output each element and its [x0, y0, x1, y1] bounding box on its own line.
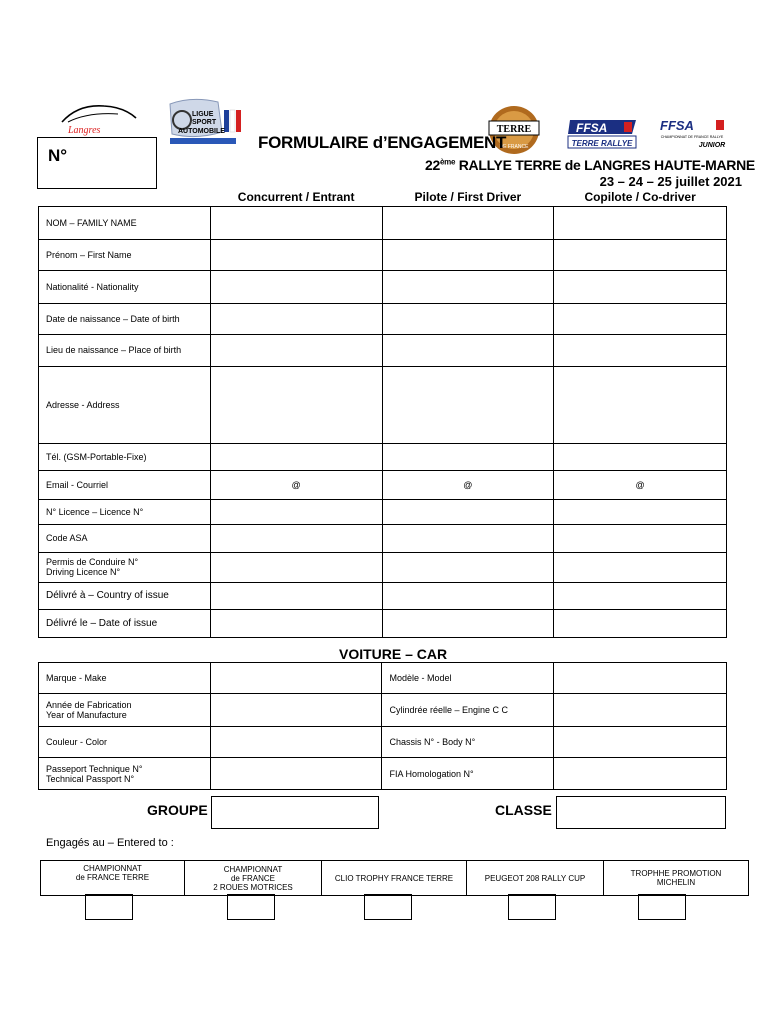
row-label-name: NOM – FAMILY NAME: [39, 206, 211, 239]
ffsa-junior-brand: FFSA: [660, 118, 694, 133]
row-label-licence: N° Licence – Licence N°: [39, 499, 211, 524]
classe-field[interactable]: [556, 796, 726, 829]
car-year-field[interactable]: [210, 694, 382, 727]
table-row: [39, 270, 727, 303]
championship-terre-l1: CHAMPIONNAT: [83, 864, 142, 873]
row-label-firstname: Prénom – First Name: [39, 239, 211, 270]
table-row: [39, 694, 727, 727]
codriver-driving-licence-field[interactable]: [554, 552, 727, 582]
table-row: [39, 334, 727, 366]
championship-option-michelin: [604, 861, 749, 896]
checkbox-michelin[interactable]: [638, 894, 686, 920]
ffsa-junior-line: CHAMPIONNAT DE FRANCE RALLYE: [660, 135, 724, 139]
table-row: [39, 206, 727, 239]
row-label-address: Adresse - Address: [39, 366, 211, 443]
table-header-row: [39, 188, 727, 206]
ligue-text-1: LIGUE: [192, 111, 214, 118]
table-row: [39, 727, 727, 758]
codriver-birthdate-field[interactable]: [554, 303, 727, 334]
table-row: [39, 366, 727, 443]
car-label-make: Marque - Make: [39, 663, 211, 694]
ffsa-terre-rallye-logo: [566, 116, 640, 150]
row-label-issue-date: Délivré le – Date of issue: [39, 609, 211, 637]
row-label-driving-licence-2: Driving Licence N°: [46, 567, 121, 577]
car-label-chassis: Chassis N° - Body N°: [382, 727, 554, 758]
championship-option-clio: CLIO TROPHY FRANCE TERRE: [322, 861, 467, 896]
car-make-field[interactable]: [210, 663, 382, 694]
table-row: [39, 609, 727, 637]
ligue-sport-automobile-logo: [162, 96, 244, 148]
driver-firstname-field[interactable]: [382, 239, 554, 270]
groupe-label: GROUPE: [147, 802, 208, 818]
codriver-issue-date-field[interactable]: [554, 609, 727, 637]
entry-number-label: N°: [48, 146, 68, 165]
championship-michelin-l1: TROPHHE PROMOTION: [630, 869, 722, 878]
entrant-birthdate-field[interactable]: [210, 303, 382, 334]
car-section-title: VOITURE – CAR: [339, 646, 448, 662]
driver-issue-country-field[interactable]: [382, 582, 554, 609]
terre-logo-text: TERRE: [496, 124, 532, 135]
column-header-codriver: Copilote / Co-driver: [554, 188, 727, 206]
column-header-driver: Pilote / First Driver: [382, 188, 554, 206]
entrant-phone-field[interactable]: [210, 443, 382, 470]
championship-options: [40, 860, 749, 896]
car-label-year: [39, 694, 211, 727]
driver-birthplace-field[interactable]: [382, 334, 554, 366]
car-label-homologation: FIA Homologation N°: [382, 758, 554, 790]
championship-option-terre: [41, 861, 185, 896]
table-row: [39, 470, 727, 499]
codriver-email-field[interactable]: @: [554, 470, 727, 499]
entered-to-label: Engagés au – Entered to :: [46, 837, 174, 849]
terre-logo-sub: DE FRANCE: [499, 144, 529, 150]
driver-email-field[interactable]: @: [382, 470, 554, 499]
ligue-text-3: AUTOMOBILE: [178, 128, 225, 135]
rally-title: [425, 157, 755, 173]
checkbox-terre[interactable]: [85, 894, 133, 920]
codriver-issue-country-field[interactable]: [554, 582, 727, 609]
langres-logo: [58, 100, 142, 136]
ffsa-rallye-text: TERRE RALLYE: [571, 139, 633, 148]
driver-name-field[interactable]: [382, 206, 554, 239]
langres-logo-text: Langres: [68, 125, 101, 136]
codriver-name-field[interactable]: [554, 206, 727, 239]
entrant-firstname-field[interactable]: [210, 239, 382, 270]
car-model-field[interactable]: [554, 663, 727, 694]
car-label-engine: Cylindrée réelle – Engine C C: [382, 694, 554, 727]
checkbox-clio[interactable]: [364, 894, 412, 920]
checkbox-peugeot[interactable]: [508, 894, 556, 920]
form-title: FORMULAIRE d’ENGAGEMENT: [258, 133, 507, 152]
row-label-driving-licence-1: Permis de Conduire N°: [46, 557, 139, 567]
table-row: [39, 758, 727, 790]
ffsa-junior-text: JUNIOR: [698, 142, 726, 149]
entrant-name-field[interactable]: [210, 206, 382, 239]
car-color-field[interactable]: [210, 727, 382, 758]
codriver-address-field[interactable]: [554, 366, 727, 443]
row-label-email: Email - Courriel: [39, 470, 211, 499]
entrant-issue-country-field[interactable]: [210, 582, 382, 609]
row-label-birthplace: Lieu de naissance – Place of birth: [39, 334, 211, 366]
entrants-table: [38, 188, 727, 638]
championship-2rm-l1: CHAMPIONNAT: [223, 864, 283, 874]
driver-nationality-field[interactable]: [382, 270, 554, 303]
table-row: [39, 443, 727, 470]
driver-birthdate-field[interactable]: [382, 303, 554, 334]
driver-address-field[interactable]: [382, 366, 554, 443]
entrant-asa-field[interactable]: [210, 524, 382, 552]
car-label-passport: [39, 758, 211, 790]
championship-2rm-l3: 2 ROUES MOTRICES: [213, 882, 293, 892]
groupe-field[interactable]: [211, 796, 379, 829]
championship-2rm-l2: de FRANCE: [230, 873, 275, 883]
car-table: [38, 662, 727, 790]
car-passport-field[interactable]: [210, 758, 382, 790]
car-label-color: Couleur - Color: [39, 727, 211, 758]
car-label-model: Modèle - Model: [382, 663, 554, 694]
rally-dates: 23 – 24 – 25 juillet 2021: [599, 174, 742, 189]
table-row: [39, 552, 727, 582]
ffsa-text: FFSA: [576, 121, 608, 135]
ffsa-junior-logo: [650, 116, 734, 150]
entrant-email-field[interactable]: @: [210, 470, 382, 499]
table-row: [39, 663, 727, 694]
driver-phone-field[interactable]: [382, 443, 554, 470]
entry-number-box[interactable]: [37, 137, 157, 189]
championship-terre-l2: de FRANCE TERRE: [75, 873, 150, 882]
championship-option-2rm: [185, 861, 322, 896]
entrant-issue-date-field[interactable]: [210, 609, 382, 637]
driver-issue-date-field[interactable]: [382, 609, 554, 637]
row-label-nationality: Nationalité - Nationality: [39, 270, 211, 303]
entrant-address-field[interactable]: [210, 366, 382, 443]
car-engine-field[interactable]: [554, 694, 727, 727]
championship-michelin-l2: MICHELIN: [656, 878, 696, 887]
table-row: [39, 239, 727, 270]
car-label-passport-1: Passeport Technique N°: [46, 763, 143, 774]
codriver-licence-field[interactable]: [554, 499, 727, 524]
row-label-phone: Tél. (GSM-Portable-Fixe): [39, 443, 211, 470]
table-row: [39, 303, 727, 334]
car-chassis-field[interactable]: [554, 727, 727, 758]
table-header-empty: [39, 188, 211, 206]
driver-driving-licence-field[interactable]: [382, 552, 554, 582]
checkbox-2rm[interactable]: [227, 894, 275, 920]
entrant-birthplace-field[interactable]: [210, 334, 382, 366]
codriver-asa-field[interactable]: [554, 524, 727, 552]
codriver-firstname-field[interactable]: [554, 239, 727, 270]
ligue-text-2: SPORT: [192, 119, 217, 126]
codriver-birthplace-field[interactable]: [554, 334, 727, 366]
codriver-nationality-field[interactable]: [554, 270, 727, 303]
driver-asa-field[interactable]: [382, 524, 554, 552]
car-label-passport-2: Technical Passport N°: [46, 773, 135, 784]
entrant-nationality-field[interactable]: [210, 270, 382, 303]
entrant-licence-field[interactable]: [210, 499, 382, 524]
car-label-year-1: Année de Fabrication: [46, 700, 132, 710]
table-row: [39, 582, 727, 609]
table-row: [39, 524, 727, 552]
codriver-phone-field[interactable]: [554, 443, 727, 470]
driver-licence-field[interactable]: [382, 499, 554, 524]
rally-name: RALLYE TERRE de LANGRES HAUTE-MARNE: [458, 157, 755, 173]
entrant-driving-licence-field[interactable]: [210, 552, 382, 582]
championship-option-peugeot: PEUGEOT 208 RALLY CUP: [467, 861, 604, 896]
rally-edition-num: 22: [425, 157, 440, 173]
row-label-asa: Code ASA: [39, 524, 211, 552]
column-header-entrant: Concurrent / Entrant: [210, 188, 382, 206]
table-row: [39, 499, 727, 524]
row-label-driving-licence: [39, 552, 211, 582]
row-label-birthdate: Date de naissance – Date of birth: [39, 303, 211, 334]
rally-edition-sup: ème: [439, 157, 456, 167]
car-label-year-2: Year of Manufacture: [46, 710, 127, 720]
car-homologation-field[interactable]: [554, 758, 727, 790]
row-label-issue-country: Délivré à – Country of issue: [39, 582, 211, 609]
classe-label: CLASSE: [495, 802, 552, 818]
